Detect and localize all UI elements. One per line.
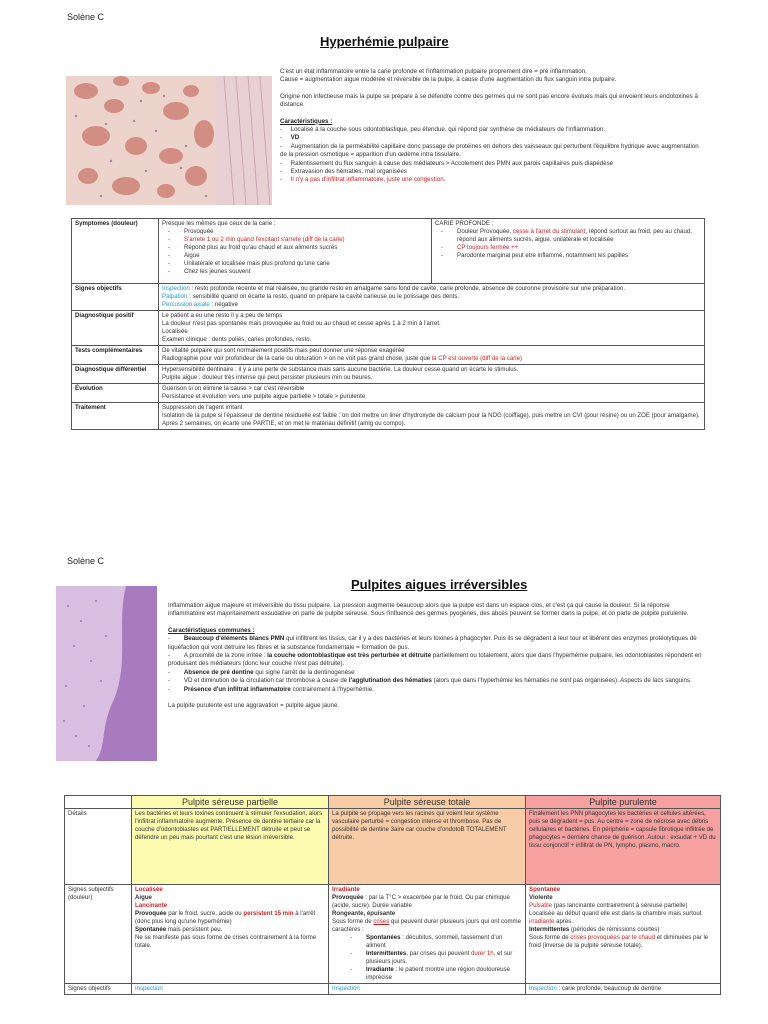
text-line: Guérison si on élimine la cause > car c'est réversible — [162, 385, 305, 392]
row-label: Détails — [65, 809, 132, 885]
row-label: Signes objectifs — [72, 284, 159, 311]
table-row — [72, 284, 705, 311]
caract-heading: Caractéristiques : — [280, 117, 333, 125]
histology-image-2 — [56, 586, 157, 761]
row-label: Signes subjectifs (douleur) — [65, 885, 132, 984]
caract-item: - Augmentation de la perméabilité capillaire donc passage de protéines en dehors des vaisseaux qui perturbent l'équilibre hydrique avec augmentation de la pression osmotique = apparition d'un œdème intra tissulaire. — [280, 142, 699, 159]
list-item: - CP toujours fermée ++ — [457, 244, 701, 252]
column-header: Pulpite purulente — [526, 796, 721, 809]
list-item: - Unilatérale et localisée mais plus profond qu'une carie — [184, 260, 428, 268]
pulpites-text — [168, 602, 704, 710]
text-line: Pulpite aigue : douleur très intense qui peut persister plusieurs min ou heures. — [162, 374, 373, 381]
table-cell: Inspection — [329, 984, 526, 995]
carie-list — [435, 228, 701, 260]
list-item: - Aigue — [184, 252, 428, 260]
table-row — [65, 885, 721, 984]
histology-image — [66, 76, 272, 205]
row-label: Diagnostique positif — [72, 311, 159, 346]
table-cell: Spontanée Violente Pulsatile (pas lancinante contrairement à séreuse partielle) Localisée au début quand elle est dans la chambre mais surtout irradiante après. Intermittentes (périodes de rémissions courtes) Sous forme de crises provoquées par le chaud et diminuées par le froid (inverse de la pulpite séreuse totale). — [526, 885, 721, 984]
list-item: - Chez les jeunes souvent — [184, 268, 428, 276]
table-row — [72, 403, 705, 430]
palpation-text: Palpation : sensibilité quand on écarte la resto, quand on prépare la cavité carieuse ou le polissage des dents. — [162, 293, 460, 300]
page-title-2: Pulpites aigues irréversibles — [351, 577, 528, 592]
inspection-text: Inspection : resto profonde récente et mal réalisée, ou grande resto en amalgame sans fond de cavité, carie profonde, absence de couronne provisoire sur une préparation. — [162, 285, 626, 292]
table-row — [72, 346, 705, 365]
caract-item: - Beaucoup d'éléments blancs PMN qui infiltrent les tissus, car il y a des bactéries et leurs toxines à phagocyter. Puis ils se dégradent à leur tour et libèrent des enzymes protéolytiques de liquéfaction qui vont détruire les fibres et la substance fondamentale = formation de pus. — [168, 635, 697, 651]
table-cell: La pulpite se propage vers les racines qui voient leur système vasculaire perturbé = congestion intense et thrombose. Pas de possibilité de dentine 3aire car couche d'ondotoB TOTALEMENT détruite. — [329, 809, 526, 885]
intro-line-1: C'est un état inflammatoire entre la carie profonde et l'inflammation pulpaire proprement dire = pré inflammation. — [280, 68, 587, 75]
symptoms-heading: Presque les mêmes que ceux de la carie : — [162, 220, 276, 227]
caract-heading-2: Caractéristiques communes : — [168, 626, 255, 634]
row-label: Tests complémentaires — [72, 346, 159, 365]
row-label: Diagnostique différentiel — [72, 365, 159, 384]
row-label: Symptomes (douleur) — [72, 219, 159, 284]
table-row — [72, 384, 705, 403]
hyperhemie-table — [71, 218, 705, 430]
column-header: Pulpite séreuse partielle — [132, 796, 329, 809]
caract-item: - Extravasion des hématies, mal organisées — [280, 168, 407, 176]
table-cell: Inspection — [132, 984, 329, 995]
text-line: Localisée — [162, 328, 188, 335]
table-cell: Irradiante Provoquée : par la T°C > exacerbée par le froid. Ou par chimique (acide, sucre). Durée variable Rongeante, épuisante Sous forme de crises qui peuvent durer plusieurs jours qui ont comme caractères : - Spontanées : décubitus, sommeil, tassement d'un aliment - Intermittentes, par crises qui peuvent durer 1h, et sur plusieurs jours. - Irradiante : le patient montre une région douloureuse imprécise — [329, 885, 526, 984]
percussion-text: Percussion axiale : négative — [162, 301, 238, 308]
text-line: Suppression de l'agent irritant — [162, 404, 243, 411]
intro-paragraph: Inflammation aigue majeure et irréversible du tissu pulpaire. La pression augmente beaucoup alors que la pulpe est dans un espace clos, et c'est ça qui cause la douleur. Si la réponse inflammatoire est majoritairement exsudative on parle de pulpite séreuse. Sous l'influence des germes pyogènes, des abcès peuvent se former dans la pulpe, et on parle de pulpite purulente. — [168, 602, 689, 618]
pulpites-table — [64, 795, 721, 995]
text-line: Radiographie pour voir profondeur de la carie ou obturation > on ne voit pas grand chose, juste que la CP est ouverte (diff de la carie) — [162, 355, 523, 362]
text-line: De vitalité pulpaire qui sont normalement positifs mais peut donner une réponse exagérée — [162, 347, 405, 354]
row-label: Évolution — [72, 384, 159, 403]
list-item: - S'arrete 1 ou 2 min quand l'excitant s'arrete (diff de la carie) — [184, 236, 428, 244]
text-line: Hypersensibilité dentinaire : il y a une perte de substance mais sans aucune bactérie. La douleur cesse quand on écarte le stimulus. — [162, 366, 519, 373]
list-item: - Répond plus au froid qu'au chaud et aux aliments sucrés — [184, 244, 428, 252]
text-line: La douleur n'est pas spontanée mais provoquée au froid ou au chaud et cesse après 1 à 2 min à l'arret. — [162, 320, 441, 327]
column-header: Pulpite séreuse totale — [329, 796, 526, 809]
text-line: Persistance et évolution vers une pulpite aigue partielle > totale > purulente — [162, 393, 366, 400]
list-item: - Parodonte marginal peut etre inflammé, notamment les papilles — [457, 252, 701, 260]
caract-item: - Localisé à la couche sous odontoblastique, peu étendue, qui répond par synthèse de médiateurs de l'inflammation. — [280, 126, 606, 134]
table-cell: Les bactéries et leurs toxines continuent à stimuler l'exsudation, alors l'infiltrat inflammatoire augmente. Présence de dentine tertiaire car la couche d'odontoblastes est PARTIELLEMENT détruite et peut se défendre un peu mais pourtant c'est une lésion irréversible. — [132, 809, 329, 885]
caract-item: - VD — [280, 134, 300, 142]
table-row — [72, 219, 705, 284]
intro-line-2: Cause = augmentation aigue modérée et réversible de la pulpe, à cause d'une augmentation du flux sanguin intra pulpaire. — [280, 76, 617, 84]
outro-text: La pulpite purulente est une aggravation = pulpite aigue jaune. — [168, 702, 340, 710]
table-cell: Inspection : carie profonde, beaucoup de dentine — [526, 984, 721, 995]
intro-text — [280, 68, 705, 185]
text-line: Examen clinique : dents poliés, caries profondes, resto. — [162, 336, 312, 343]
row-label: Signes objectifs — [65, 984, 132, 995]
caract-item: - A proximité de la zone irritée : la couche odontoblastique est très perturbée et détruite partiellement ou totalement, alors que dans l'hyperhémie pulpaire, les odontoblastes répondent en produisant des médiateurs (donc leur couche n'est pas détruite). — [168, 652, 702, 668]
table-header-row — [65, 796, 721, 809]
caract-item: - Ralentissement du flux sanguin à cause des médiateurs > Accolement des PMN aux parois capillaires puis diapédèse — [280, 159, 614, 167]
list-item: - Douleur Provoquée, cesse à l'arret du stimulant, répond surtout au froid, peu au chaud, répond aux aliments sucrés, aigue, unilatérale et localisée — [457, 228, 701, 244]
caract-item: - Il n'y a pas d'infiltrat inflammatoire, juste une congestion. — [280, 176, 446, 184]
page-title: Hyperhémie pulpaire — [320, 34, 449, 49]
table-row — [65, 809, 721, 885]
author-name-2: Solène C — [67, 556, 105, 566]
row-label: Traitement — [72, 403, 159, 430]
symptoms-list — [162, 228, 428, 276]
carie-heading: CARIE PROFONDE : — [435, 220, 494, 227]
author-name: Solène C — [67, 12, 105, 22]
table-cell: Localisée Aigue Lancinante Provoquée par le froid, sucre, acide ou persistent 15 min à l'arrêt (donc plus long qu'une hyperhémie) Spontanée mais persistent peu. Ne se manifeste pas sous forme de crises contrairement à la forme totale. — [132, 885, 329, 984]
table-row — [65, 984, 721, 995]
table-row — [72, 365, 705, 384]
text-line: Le patient a eu une resto il y a peu de temps — [162, 312, 283, 319]
table-cell: Finalement les PNN phagocytes les bactéries et cellules altérées, puis se dégradent = pus. Au centre = zone de nécrose avec débris cellulaires et bactéries. En périphérie = capsule fibrotique infiltrée de phagocytes = dernière chance de guérison. Autour : exsudat + VD du tissu conjonctif + infiltrat de PN, lympho, plasmo, macro. — [526, 809, 721, 885]
caract-item: - VD et diminution de la circulation car thrombose à cause de l'agglutination des hématies (alors que dans l'hyperhémie les hématies ne sont pas organisées). Aspects de lacs sanguins. — [168, 677, 692, 685]
caract-item: - Présence d'un infiltrat inflammatoire contrairement à l'hyperhémie. — [168, 685, 374, 693]
text-line: Isolation de la pulpe si l'épaisseur de dentine résiduelle est faible : on doit mettre un liner d'hydroxyde de calcium pour la NDG (coiffage), puis mettre un CVI (pour résine) ou un ZOE (pour amalgame). Après 2 semaines, on écarte une PARTIE, et on met le matériau définitif (amlg ou compo). — [162, 412, 700, 427]
origin-text: Origine non infectieuse mais la pulpe se prépare à se défendre contre des germes qui ne sont pas encore évolués mais qui envoient leurs endotoxines à distance. — [280, 92, 698, 109]
table-row — [72, 311, 705, 346]
list-item: - Provoquée — [184, 228, 428, 236]
caract-item: - Absence de pré dentine qui signe l'arrêt de la dentinogenèse — [168, 668, 355, 676]
